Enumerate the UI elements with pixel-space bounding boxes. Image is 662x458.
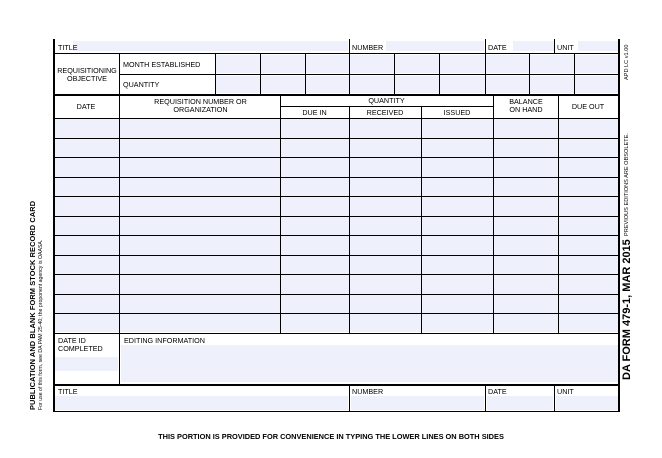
card-side-caption: [28, 201, 44, 410]
quantity-row-label: QUANTITY: [123, 80, 160, 89]
bottom-unit-field[interactable]: [556, 396, 618, 410]
bottom-date-label: DATE: [488, 387, 507, 396]
form-id: DA FORM 479-1, MAR 2015: [621, 239, 633, 380]
editing-information-field[interactable]: [121, 345, 618, 382]
col-balance-on-hand: BALANCE ON HAND: [509, 97, 543, 114]
date-field[interactable]: [513, 41, 555, 51]
title-label: TITLE: [58, 43, 78, 52]
month-established-label: MONTH ESTABLISHED: [123, 60, 201, 69]
unit-field[interactable]: [578, 41, 618, 51]
card-title: PUBLICATION AND BLANK FORM STOCK RECORD CARD: [28, 200, 37, 410]
date-id-completed-label: DATE ID COMPLETED: [58, 336, 103, 353]
quantity-cells[interactable]: [216, 76, 618, 93]
col-requisition: REQUISITION NUMBER OR ORGANIZATION: [154, 97, 247, 114]
version-note: APD LC v1.00: [624, 44, 630, 80]
footer-note: THIS PORTION IS PROVIDED FOR CONVENIENCE IN TYPING THE LOWER LINES ON BOTH SIDES: [158, 432, 504, 441]
col-date: DATE: [76, 102, 96, 111]
col-due-out: DUE OUT: [571, 102, 605, 111]
number-label: NUMBER: [352, 43, 384, 52]
bottom-unit-label: UNIT: [557, 387, 574, 396]
record-rows[interactable]: [54, 119, 618, 332]
bottom-title-field[interactable]: [54, 396, 348, 410]
bottom-date-field[interactable]: [487, 396, 553, 410]
unit-label: UNIT: [557, 43, 574, 52]
col-received: RECEIVED: [366, 108, 404, 117]
bottom-number-label: NUMBER: [352, 387, 384, 396]
title-field[interactable]: [73, 41, 348, 51]
editing-information-label: EDITING INFORMATION: [124, 336, 205, 345]
bottom-number-field[interactable]: [351, 396, 484, 410]
date-id-completed-field[interactable]: [54, 357, 118, 371]
stock-record-form: [53, 39, 619, 412]
col-due-in: DUE IN: [302, 108, 327, 117]
number-field[interactable]: [386, 41, 484, 51]
requisitioning-objective-label: REQUISITIONING OBJECTIVE: [57, 66, 117, 83]
editions-note: PREVIOUS EDITIONS ARE OBSOLETE.: [624, 133, 630, 236]
col-issued: ISSUED: [443, 108, 471, 117]
bottom-title-label: TITLE: [58, 387, 78, 396]
proponent-note: For use of this form, see DA PAM 25-40; the proponent agency is OAASA.: [38, 239, 44, 410]
col-quantity: QUANTITY: [368, 96, 405, 105]
date-label: DATE: [488, 43, 507, 52]
month-established-cells[interactable]: [216, 55, 618, 73]
